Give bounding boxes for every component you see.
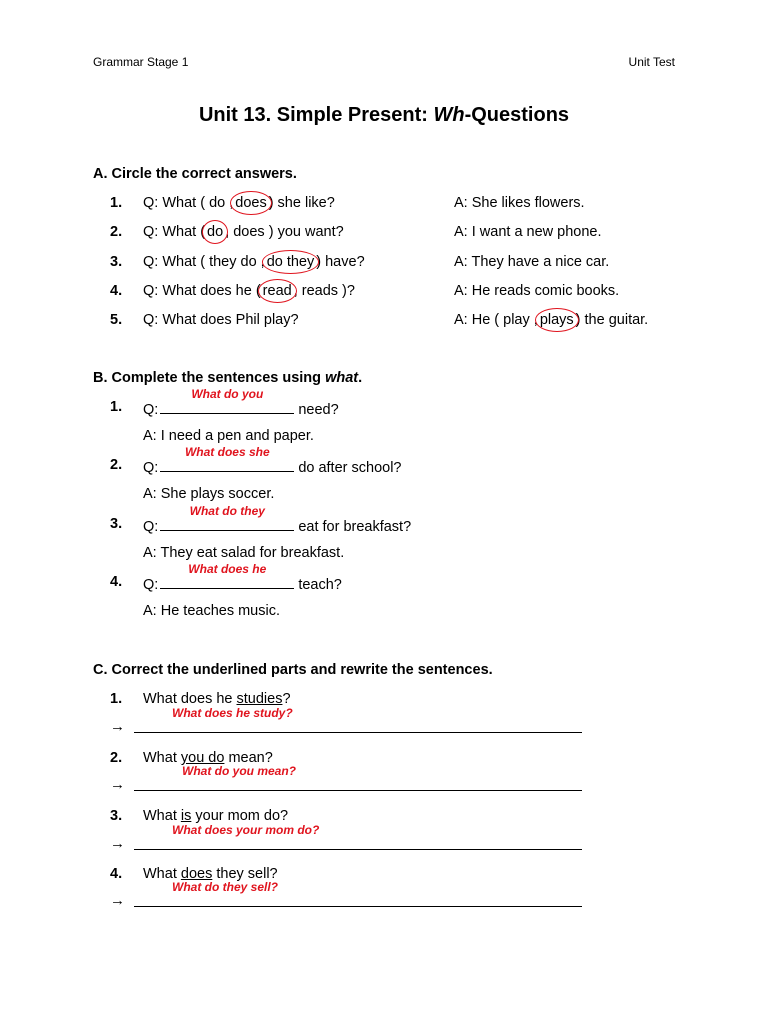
circled-answer: read bbox=[262, 283, 292, 299]
section-c-sentence bbox=[0, 691, 768, 711]
circled-answer: do they bbox=[266, 254, 315, 270]
answer: A: He reads comic books. bbox=[454, 283, 620, 299]
item-number: 4. bbox=[110, 283, 123, 299]
circled-answer: do bbox=[207, 224, 224, 240]
item-number: 2. bbox=[110, 224, 123, 240]
item-number: 4. bbox=[110, 574, 123, 590]
q-label: Q: bbox=[143, 577, 159, 593]
filled-answer: What does she bbox=[184, 445, 270, 459]
answer: A: She likes flowers. bbox=[454, 195, 585, 211]
answer-blank[interactable] bbox=[160, 504, 294, 531]
answer bbox=[454, 312, 648, 328]
section-b-answer bbox=[0, 545, 768, 565]
section-a-item bbox=[0, 283, 768, 303]
question-text: Q: What ( bbox=[143, 224, 206, 240]
section-c-rewrite bbox=[0, 823, 768, 855]
question: Q: What does Phil play? bbox=[143, 312, 299, 328]
item-number: 3. bbox=[110, 254, 123, 270]
item-number: 2. bbox=[110, 457, 123, 473]
underlined-part: studies bbox=[236, 691, 283, 707]
item-number: 3. bbox=[110, 808, 123, 824]
question bbox=[143, 504, 412, 535]
filled-answer: What do you bbox=[191, 387, 264, 401]
heading-text: . bbox=[358, 370, 363, 386]
sentence-text: your mom do? bbox=[191, 808, 289, 824]
question-text: Q: What does he ( bbox=[143, 283, 261, 299]
page-title bbox=[0, 104, 768, 127]
answer-blank[interactable] bbox=[160, 562, 294, 589]
question bbox=[143, 387, 339, 418]
question-text: , reads )? bbox=[293, 283, 355, 299]
filled-answer: What do they bbox=[189, 504, 265, 518]
question-text: Q: What ( do , bbox=[143, 195, 234, 211]
answer-blank[interactable] bbox=[160, 445, 294, 472]
section-b-question bbox=[0, 504, 768, 536]
section-a-heading: A. Circle the correct answers. bbox=[93, 166, 297, 182]
answer-text: ) the guitar. bbox=[575, 312, 649, 328]
sentence-text: they sell? bbox=[212, 866, 278, 882]
circled-answer: does bbox=[235, 195, 267, 211]
question bbox=[143, 224, 344, 240]
section-b-answer bbox=[0, 428, 768, 448]
section-c-rewrite bbox=[0, 706, 768, 738]
answer: A: They have a nice car. bbox=[454, 254, 610, 270]
section-c-sentence bbox=[0, 866, 768, 886]
rewrite-line[interactable] bbox=[134, 823, 582, 850]
question-text: eat for breakfast? bbox=[298, 519, 412, 535]
section-b-question bbox=[0, 387, 768, 419]
question bbox=[143, 562, 342, 593]
filled-answer: What do you mean? bbox=[182, 764, 296, 778]
answer: A: They eat salad for breakfast. bbox=[143, 545, 345, 561]
sentence-text: What bbox=[143, 866, 181, 882]
answer-blank[interactable] bbox=[160, 387, 294, 414]
rewrite-line[interactable] bbox=[134, 706, 582, 733]
section-c-rewrite bbox=[0, 880, 768, 912]
section-c-sentence bbox=[0, 808, 768, 828]
sentence-text: What bbox=[143, 808, 181, 824]
header-course: Grammar Stage 1 bbox=[93, 55, 189, 69]
section-a-item bbox=[0, 195, 768, 215]
filled-answer: What does he study? bbox=[172, 706, 293, 720]
section-b-answer bbox=[0, 603, 768, 623]
underlined-part: is bbox=[180, 808, 192, 824]
question-text: teach? bbox=[298, 577, 342, 593]
section-c-rewrite bbox=[0, 764, 768, 796]
section-b-answer bbox=[0, 486, 768, 506]
answer: A: She plays soccer. bbox=[143, 486, 275, 502]
answer: A: I need a pen and paper. bbox=[143, 428, 314, 444]
item-number: 2. bbox=[110, 750, 123, 766]
section-c-sentence bbox=[0, 750, 768, 770]
question-text: ) have? bbox=[316, 254, 365, 270]
answer-text: A: He ( play , bbox=[454, 312, 538, 328]
q-label: Q: bbox=[143, 519, 159, 535]
underlined-part: you do bbox=[180, 750, 225, 766]
answer: A: He teaches music. bbox=[143, 603, 280, 619]
underlined-part: does bbox=[180, 866, 213, 882]
item-number: 5. bbox=[110, 312, 123, 328]
question bbox=[143, 283, 355, 299]
filled-answer: What does your mom do? bbox=[172, 823, 320, 837]
item-number: 1. bbox=[110, 691, 123, 707]
item-number: 1. bbox=[110, 399, 123, 415]
rewrite-line[interactable] bbox=[134, 880, 582, 907]
question bbox=[143, 445, 402, 476]
filled-answer: What do they sell? bbox=[172, 880, 279, 894]
section-b-heading bbox=[93, 370, 362, 386]
heading-text: B. Complete the sentences using bbox=[93, 370, 326, 386]
arrow-icon: → bbox=[110, 892, 125, 909]
question-text: , does ) you want? bbox=[225, 224, 344, 240]
sentence-text: ? bbox=[282, 691, 291, 707]
filled-answer: What does he bbox=[188, 562, 267, 576]
sentence-text: What does he bbox=[143, 691, 237, 707]
sentence-text: mean? bbox=[224, 750, 273, 766]
header-test-type: Unit Test bbox=[628, 55, 675, 69]
circled-answer: plays bbox=[539, 312, 574, 328]
arrow-icon: → bbox=[110, 718, 125, 735]
question-text: need? bbox=[298, 402, 339, 418]
title-suffix: -Questions bbox=[464, 104, 570, 126]
heading-italic: what bbox=[325, 370, 359, 386]
question bbox=[143, 254, 365, 270]
item-number: 3. bbox=[110, 516, 123, 532]
section-a-item bbox=[0, 224, 768, 244]
sentence bbox=[143, 691, 291, 707]
sentence-text: What bbox=[143, 750, 181, 766]
question-text: ) she like? bbox=[268, 195, 335, 211]
rewrite-line[interactable] bbox=[134, 764, 582, 791]
section-a-item bbox=[0, 254, 768, 274]
item-number: 1. bbox=[110, 195, 123, 211]
q-label: Q: bbox=[143, 460, 159, 476]
answer: A: I want a new phone. bbox=[454, 224, 602, 240]
q-label: Q: bbox=[143, 402, 159, 418]
section-b-question bbox=[0, 445, 768, 477]
item-number: 4. bbox=[110, 866, 123, 882]
section-a-item bbox=[0, 312, 768, 332]
arrow-icon: → bbox=[110, 776, 125, 793]
title-italic: Wh bbox=[433, 104, 465, 126]
question bbox=[143, 195, 335, 211]
section-c-heading: C. Correct the underlined parts and rewrite the sentences. bbox=[93, 662, 493, 678]
sentence bbox=[143, 808, 288, 824]
arrow-icon: → bbox=[110, 835, 125, 852]
title-prefix: Unit 13. Simple Present: bbox=[198, 104, 434, 126]
section-b-question bbox=[0, 562, 768, 594]
question-text: Q: What ( they do , bbox=[143, 254, 265, 270]
question-text: do after school? bbox=[298, 460, 402, 476]
